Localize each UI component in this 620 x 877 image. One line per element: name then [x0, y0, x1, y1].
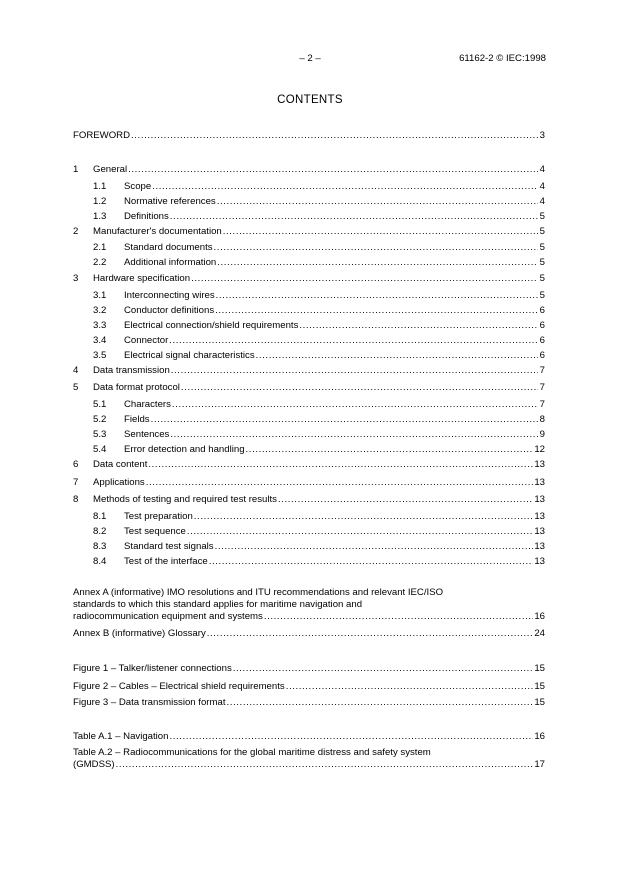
toc-subclause-entry[interactable] — [73, 349, 545, 362]
toc-subclause-entry[interactable] — [73, 180, 545, 193]
toc-entry-page: 15 — [534, 681, 545, 692]
toc-entry-title: Additional information — [124, 257, 217, 268]
toc-entry-number: 8.2 — [93, 526, 107, 537]
toc-entry-table-a1[interactable] — [73, 730, 545, 743]
toc-subclause-entry[interactable] — [73, 510, 545, 523]
toc-entry-page: 5 — [539, 242, 545, 253]
leader-dots — [217, 196, 538, 208]
toc-entry-page: 3 — [539, 130, 545, 141]
table-a2-line-1: Table A.2 – Radiocommunications for the global maritime distress and safety system — [73, 747, 431, 758]
toc-entry-page: 15 — [534, 663, 545, 674]
contents-heading: CONTENTS — [277, 94, 343, 106]
toc-entry-foreword[interactable] — [73, 129, 545, 142]
leader-dots — [171, 365, 538, 377]
toc-entry-page: 15 — [534, 697, 545, 708]
toc-subclause-entry[interactable] — [73, 319, 545, 332]
toc-entry-title: Standard documents — [124, 242, 213, 253]
toc-entry-page: 5 — [539, 290, 545, 301]
table-a2-line-2: (GMDSS) — [73, 759, 115, 770]
toc-entry-page: 7 — [539, 382, 545, 393]
toc-entry-title: Hardware specification — [93, 273, 191, 284]
toc-entry-number: 5.1 — [93, 399, 107, 410]
toc-entry-page: 4 — [539, 181, 545, 192]
annex-a-line-2: standards to which this standard applies for maritime navigation and — [73, 599, 363, 610]
leader-dots — [146, 477, 534, 489]
toc-subclause-entry[interactable] — [73, 398, 545, 411]
leader-dots — [209, 556, 534, 568]
toc-entry-number: 3.3 — [93, 320, 107, 331]
toc-entry-number: 5 — [73, 382, 79, 393]
leader-dots — [216, 290, 538, 302]
toc-entry-page: 6 — [539, 335, 545, 346]
toc-subclause-entry[interactable] — [73, 256, 545, 269]
leader-dots — [215, 541, 534, 553]
leader-dots — [181, 382, 538, 394]
toc-subclause-entry[interactable] — [73, 413, 545, 426]
toc-entry-page: 16 — [534, 731, 545, 742]
leader-dots — [264, 611, 533, 623]
leader-dots — [223, 226, 538, 238]
toc-entry-annex-b[interactable] — [73, 627, 545, 640]
leader-dots — [151, 414, 538, 426]
toc-entry-title: Test sequence — [124, 526, 186, 537]
toc-entry-number: 8.3 — [93, 541, 107, 552]
toc-entry-title: Normative references — [124, 196, 216, 207]
toc-entry-table-a2[interactable] — [73, 747, 545, 771]
toc-subclause-entry[interactable] — [73, 289, 545, 302]
toc-entry-number: 8.1 — [93, 511, 107, 522]
leader-dots — [278, 494, 533, 506]
toc-entry-number: 1.2 — [93, 196, 107, 207]
toc-clause-entry[interactable] — [73, 381, 545, 394]
toc-entry-number: 8.4 — [93, 556, 107, 567]
toc-entry-title: Figure 2 – Cables – Electrical shield requirements — [73, 681, 285, 692]
toc-entry-title: Scope — [124, 181, 152, 192]
toc-entry-title: Connector — [124, 335, 169, 346]
toc-entry-page: 13 — [534, 511, 545, 522]
toc-entry-page: 5 — [539, 257, 545, 268]
toc-entry-title: Table A.1 – Navigation — [73, 731, 169, 742]
toc-entry-number: 3.2 — [93, 305, 107, 316]
toc-entry-number: 8 — [73, 494, 79, 505]
toc-entry-title: Electrical connection/shield requirements — [124, 320, 299, 331]
toc-entry-page: 12 — [534, 444, 545, 455]
toc-entry-page: 4 — [539, 164, 545, 175]
toc-subclause-entry[interactable] — [73, 443, 545, 456]
toc-entry-title: Characters — [124, 399, 171, 410]
toc-entry-title: Data transmission — [93, 365, 170, 376]
toc-entry-page: 4 — [539, 196, 545, 207]
leader-dots — [233, 663, 534, 675]
toc-entry-number: 1.3 — [93, 211, 107, 222]
toc-clause-entry[interactable] — [73, 225, 545, 238]
leader-dots — [170, 429, 538, 441]
toc-entry-title: Manufacturer's documentation — [93, 226, 222, 237]
leader-dots — [256, 350, 538, 362]
toc-entry-title: Data format protocol — [93, 382, 180, 393]
annex-a-line-3: radiocommunication equipment and systems — [73, 611, 263, 622]
toc-entry-number: 6 — [73, 459, 79, 470]
page-number: – 2 – — [299, 53, 321, 64]
toc-entry-number: 2.1 — [93, 242, 107, 253]
toc-subclause-entry[interactable] — [73, 334, 545, 347]
toc-subclause-entry[interactable] — [73, 540, 545, 553]
toc-entry-title: Conductor definitions — [124, 305, 215, 316]
standard-reference: 61162-2 © IEC:1998 — [459, 53, 546, 64]
toc-entry-title: Test of the interface — [124, 556, 208, 567]
toc-entry-page: 6 — [539, 305, 545, 316]
toc-entry-number: 5.3 — [93, 429, 107, 440]
toc-entry-page: 6 — [539, 320, 545, 331]
toc-entry-title: General — [93, 164, 128, 175]
leader-dots — [169, 335, 538, 347]
leader-dots — [214, 242, 538, 254]
toc-clause-entry[interactable] — [73, 272, 545, 285]
toc-entry-title: Test preparation — [124, 511, 193, 522]
toc-clause-entry[interactable] — [73, 458, 545, 471]
toc-subclause-entry[interactable] — [73, 428, 545, 441]
leader-dots — [194, 511, 534, 523]
toc-entry-page: 7 — [539, 365, 545, 376]
toc-subclause-entry[interactable] — [73, 241, 545, 254]
toc-entry-page: 5 — [539, 226, 545, 237]
toc-entry-title: Fields — [124, 414, 150, 425]
toc-entry-number: 1 — [73, 164, 79, 175]
toc-entry-annex-a[interactable] — [73, 587, 545, 623]
toc-entry-number: 3.4 — [93, 335, 107, 346]
toc-entry-number: 7 — [73, 477, 79, 488]
toc-entry-number: 5.4 — [93, 444, 107, 455]
toc-entry-title: Error detection and handling — [124, 444, 245, 455]
toc-entry-number: 3.1 — [93, 290, 107, 301]
toc-entry-figure[interactable] — [73, 696, 545, 709]
toc-entry-page: 13 — [534, 459, 545, 470]
toc-entry-page: 16 — [534, 611, 545, 622]
leader-dots — [299, 320, 538, 332]
toc-entry-title: Figure 3 – Data transmission format — [73, 697, 226, 708]
leader-dots — [152, 181, 538, 193]
toc-entry-title: Interconnecting wires — [124, 290, 215, 301]
toc-subclause-entry[interactable] — [73, 304, 545, 317]
toc-entry-title: Electrical signal characteristics — [124, 350, 255, 361]
toc-entry-page: 5 — [539, 211, 545, 222]
toc-entry-title: Applications — [93, 477, 145, 488]
toc-entry-title: FOREWORD — [73, 130, 131, 141]
toc-entry-page: 9 — [539, 429, 545, 440]
leader-dots — [215, 305, 538, 317]
toc-entry-title: Sentences — [124, 429, 170, 440]
toc-entry-number: 4 — [73, 365, 79, 376]
toc-entry-figure[interactable] — [73, 662, 545, 675]
toc-entry-page: 13 — [534, 526, 545, 537]
leader-dots — [286, 681, 534, 693]
toc-entry-number: 1.1 — [93, 181, 107, 192]
leader-dots — [217, 257, 538, 269]
toc-entry-title: Definitions — [124, 211, 169, 222]
toc-clause-entry[interactable] — [73, 163, 545, 176]
toc-entry-number: 3 — [73, 273, 79, 284]
toc-entry-title: Methods of testing and required test results — [93, 494, 277, 505]
leader-dots — [148, 459, 533, 471]
leader-dots — [246, 444, 534, 456]
leader-dots — [172, 399, 538, 411]
toc-entry-page: 5 — [539, 273, 545, 284]
toc-entry-title: Standard test signals — [124, 541, 214, 552]
leader-dots — [116, 759, 534, 771]
toc-entry-page: 13 — [534, 541, 545, 552]
toc-clause-entry[interactable] — [73, 364, 545, 377]
toc-subclause-entry[interactable] — [73, 525, 545, 538]
toc-clause-entry[interactable] — [73, 493, 545, 506]
leader-dots — [191, 273, 538, 285]
toc-entry-page: 7 — [539, 399, 545, 410]
toc-entry-title: Annex B (informative) Glossary — [73, 628, 206, 639]
toc-entry-number: 5.2 — [93, 414, 107, 425]
toc-entry-title: Data content — [93, 459, 148, 470]
toc-subclause-entry[interactable] — [73, 210, 545, 223]
leader-dots — [131, 130, 538, 142]
toc-entry-figure[interactable] — [73, 680, 545, 693]
annex-a-line-1: Annex A (informative) IMO resolutions and ITU recommendations and relevant IEC/ISO — [73, 587, 444, 598]
toc-entry-page: 13 — [534, 477, 545, 488]
leader-dots — [227, 697, 534, 709]
toc-subclause-entry[interactable] — [73, 195, 545, 208]
leader-dots — [170, 211, 538, 223]
toc-entry-page: 13 — [534, 556, 545, 567]
leader-dots — [207, 628, 534, 640]
leader-dots — [128, 164, 538, 176]
toc-entry-number: 2 — [73, 226, 79, 237]
toc-entry-page: 17 — [534, 759, 545, 770]
toc-entry-title: Figure 1 – Talker/listener connections — [73, 663, 232, 674]
toc-entry-number: 3.5 — [93, 350, 107, 361]
toc-clause-entry[interactable] — [73, 476, 545, 489]
toc-subclause-entry[interactable] — [73, 555, 545, 568]
leader-dots — [187, 526, 533, 538]
toc-entry-page: 24 — [534, 628, 545, 639]
toc-entry-page: 8 — [539, 414, 545, 425]
toc-entry-page: 13 — [534, 494, 545, 505]
toc-entry-number: 2.2 — [93, 257, 107, 268]
toc-entry-page: 6 — [539, 350, 545, 361]
leader-dots — [169, 731, 533, 743]
